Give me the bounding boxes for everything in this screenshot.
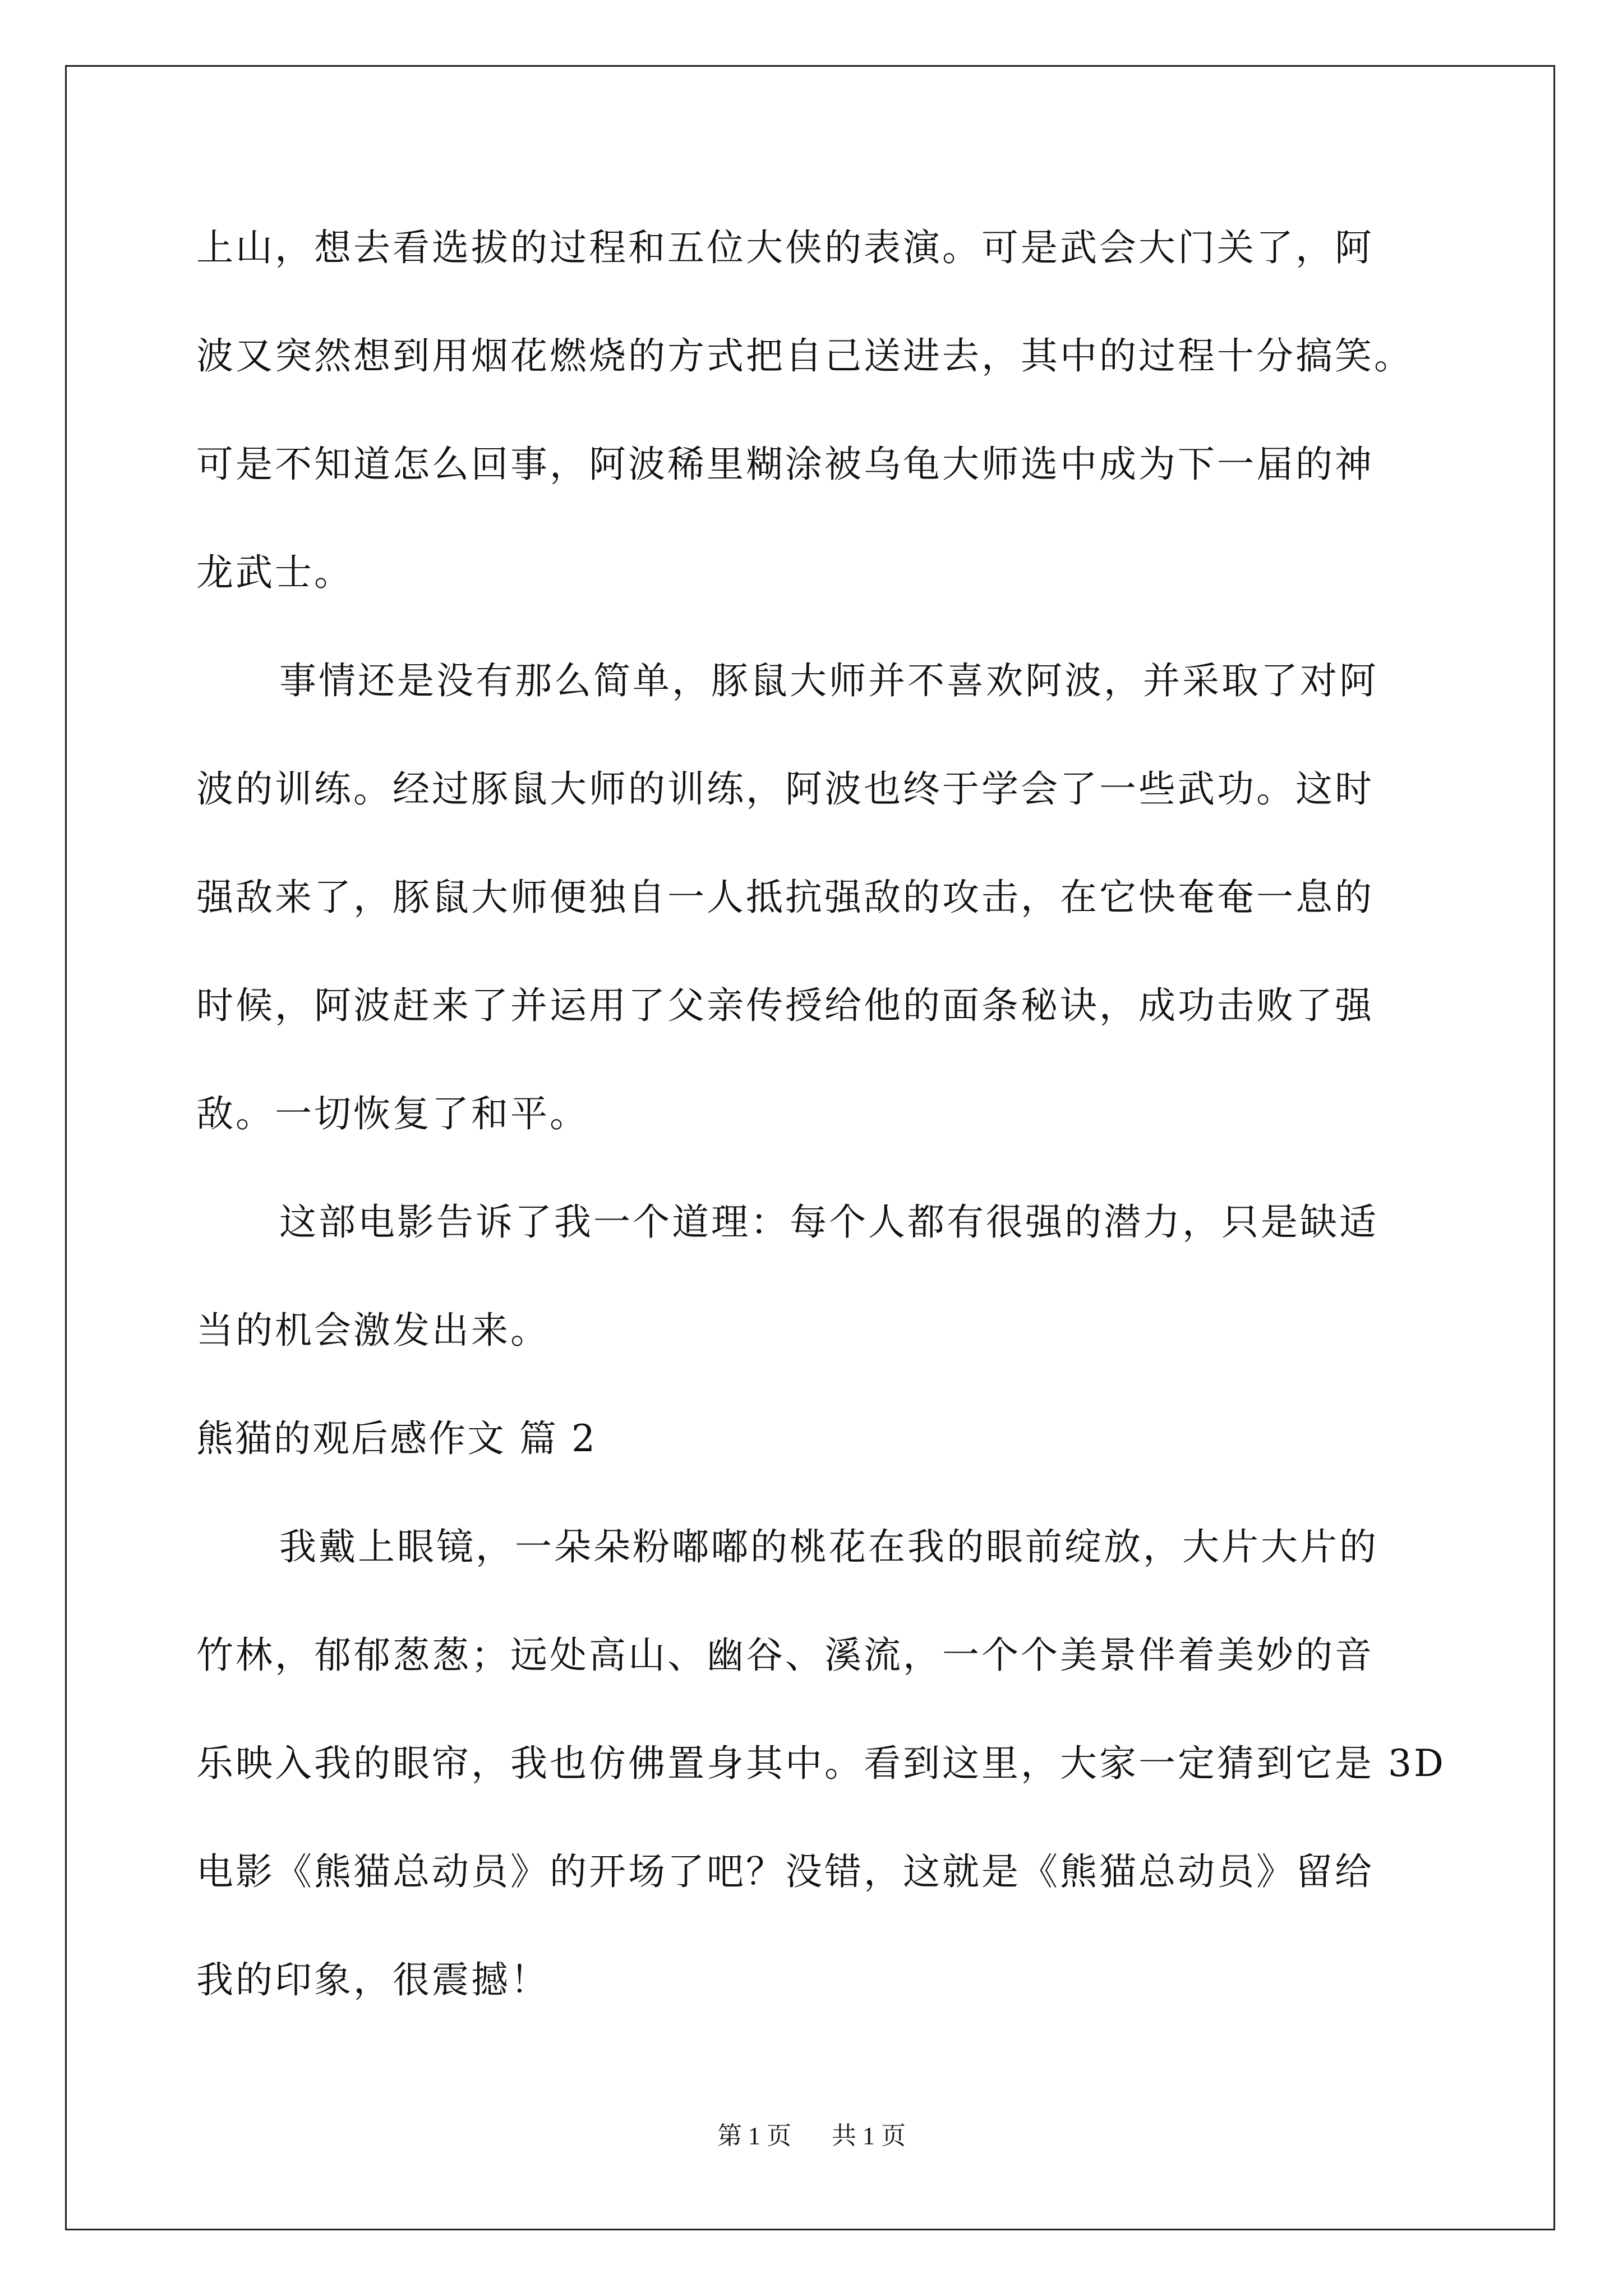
text-line: 这部电影告诉了我一个道理：每个人都有很强的潜力，只是缺适 [279,1200,1378,1244]
page-footer [0,2119,1623,2153]
text-line: 我戴上眼镜，一朵朵粉嘟嘟的桃花在我的眼前绽放，大片大片的 [279,1525,1378,1568]
text-line: 事情还是没有那么简单，豚鼠大师并不喜欢阿波，并采取了对阿 [279,659,1378,702]
page-total: 共 1 页 [832,2122,906,2150]
text-line: 我的印象，很震撼！ [196,1958,550,2001]
text-line: 波的训练。经过豚鼠大师的训练，阿波也终于学会了一些武功。这时 [196,767,1374,811]
text-line: 可是不知道怎么回事，阿波稀里糊涂被乌龟大师选中成为下一届的神 [196,443,1374,486]
document-body [196,194,1453,2034]
section-heading: 熊猫的观后感作文 篇 2 [196,1417,597,1460]
text-line: 乐映入我的眼帘，我也仿佛置身其中。看到这里，大家一定猜到它是 3D [196,1742,1446,1785]
text-line: 强敌来了，豚鼠大师便独自一人抵抗强敌的攻击，在它快奄奄一息的 [196,876,1374,919]
text-line: 时候，阿波赶来了并运用了父亲传授给他的面条秘诀，成功击败了强 [196,984,1374,1027]
text-line: 竹林，郁郁葱葱；远处高山、幽谷、溪流，一个个美景伴着美妙的音 [196,1634,1374,1677]
page-number: 第 1 页 [717,2122,791,2150]
text-line: 上山，想去看选拔的过程和五位大侠的表演。可是武会大门关了，阿 [196,226,1374,269]
text-line: 敌。一切恢复了和平。 [196,1092,589,1135]
text-line: 波又突然想到用烟花燃烧的方式把自己送进去，其中的过程十分搞笑。 [196,334,1413,378]
text-line: 龙武士。 [196,551,353,594]
text-line: 电影《熊猫总动员》的开场了吧？没错，这就是《熊猫总动员》留给 [196,1850,1374,1893]
text-line: 当的机会激发出来。 [196,1309,550,1352]
